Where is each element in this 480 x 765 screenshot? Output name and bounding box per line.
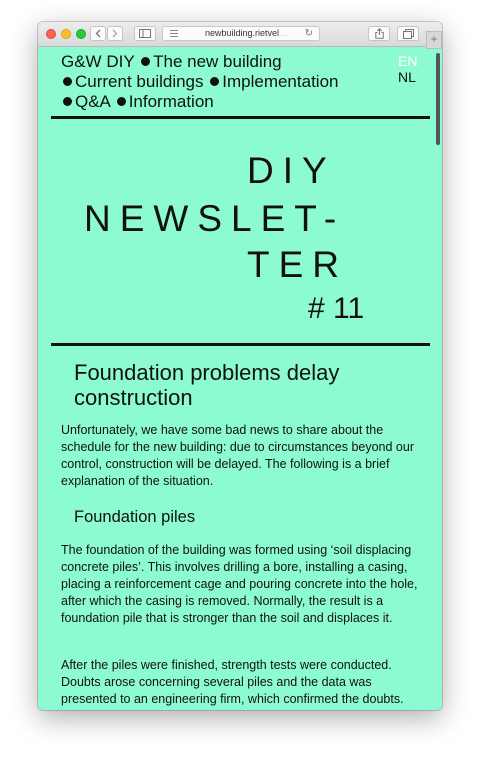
nav-item-current-buildings[interactable]: Current buildings bbox=[61, 72, 204, 91]
article-intro: Unfortunately, we have some bad news to share about the schedule for the new building: due to circumstances beyond our control, construction will be delayed. The following is a brief explanation of the situation. bbox=[61, 423, 414, 488]
nav-item-gw-diy[interactable]: G&W DIY bbox=[61, 52, 135, 71]
reload-icon[interactable]: ↻ bbox=[304, 28, 313, 39]
share-button[interactable] bbox=[368, 26, 390, 41]
page-scrollbar[interactable] bbox=[436, 53, 440, 145]
article-paragraph-2: After the piles were finished, strength tests were conducted. Doubts arose concerning several piles and the data was presented to an engineering firm, which confirmed the doubts. bbox=[61, 658, 404, 706]
browser-window bbox=[38, 22, 442, 710]
bullet-icon bbox=[117, 97, 126, 106]
section-title: Foundation piles bbox=[74, 508, 196, 526]
chevron-right-icon bbox=[112, 29, 118, 38]
share-icon bbox=[375, 28, 384, 39]
language-switcher bbox=[398, 53, 417, 85]
tabs-icon bbox=[403, 29, 414, 39]
page-content bbox=[38, 47, 442, 710]
language-nl[interactable]: NL bbox=[398, 69, 416, 85]
bullet-icon bbox=[63, 77, 72, 86]
nav-item-new-building[interactable]: The new building bbox=[139, 52, 282, 71]
hero-divider bbox=[51, 343, 430, 346]
top-divider bbox=[51, 116, 430, 119]
sidebar-toggle-button[interactable] bbox=[134, 26, 156, 41]
bullet-icon bbox=[63, 97, 72, 106]
newsletter-title-line-3: TER bbox=[247, 244, 348, 285]
address-url-fade: … bbox=[279, 28, 289, 38]
main-navigation bbox=[61, 52, 361, 112]
sidebar-icon bbox=[139, 29, 151, 38]
show-tabs-button[interactable] bbox=[397, 26, 419, 41]
newsletter-title-line-1: DIY bbox=[247, 150, 336, 191]
reader-icon[interactable] bbox=[170, 30, 178, 39]
address-bar[interactable] bbox=[162, 26, 320, 41]
back-button[interactable] bbox=[90, 26, 106, 41]
chevron-left-icon bbox=[95, 29, 101, 38]
nav-item-implementation[interactable]: Implementation bbox=[208, 72, 338, 91]
zoom-window-button[interactable] bbox=[76, 29, 86, 39]
bullet-icon bbox=[210, 77, 219, 86]
article-headline: Foundation problems delay construction bbox=[74, 360, 340, 410]
minimize-window-button[interactable] bbox=[61, 29, 71, 39]
forward-button[interactable] bbox=[107, 26, 123, 41]
browser-toolbar bbox=[38, 22, 442, 47]
article-paragraph-1: The foundation of the building was formed using ‘soil displacing concrete piles’. This involves drilling a bore, installing a casing, placing a reinforcement cage and pouring concrete into the hole, after which the casing is removed. Normally, the result is a foundation pile that is stronger than the soil and displaces it. bbox=[61, 543, 418, 625]
address-url-text: newbuilding.rietvel bbox=[205, 28, 280, 38]
bullet-icon bbox=[141, 57, 150, 66]
newsletter-title-line-2: NEWSLET- bbox=[84, 198, 346, 239]
language-en[interactable]: EN bbox=[398, 53, 418, 69]
nav-item-information[interactable]: Information bbox=[115, 92, 214, 111]
nav-item-qa[interactable]: Q&A bbox=[61, 92, 110, 111]
new-tab-button[interactable]: + bbox=[426, 31, 442, 49]
close-window-button[interactable] bbox=[46, 29, 56, 39]
issue-number: # 11 bbox=[308, 292, 365, 325]
